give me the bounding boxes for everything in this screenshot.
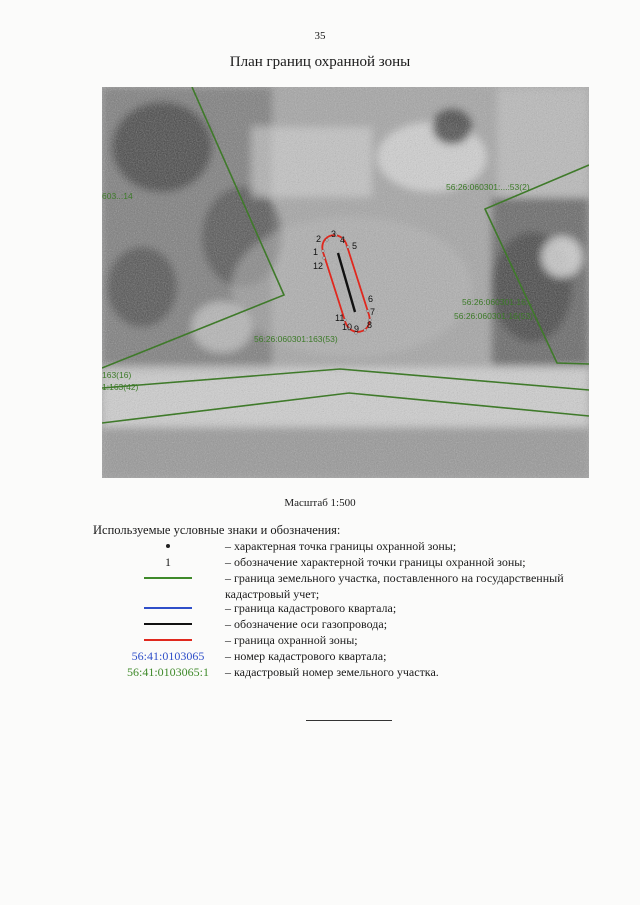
legend-text: – кадастровый номер земельного участка. xyxy=(225,665,439,679)
zone-point xyxy=(322,250,324,252)
point-marker-icon xyxy=(166,544,170,548)
zone-point xyxy=(326,239,328,241)
zone-point xyxy=(323,257,325,259)
point-label: 3 xyxy=(331,229,337,239)
legend-symbol xyxy=(113,616,223,632)
parcel-label: 56:26:060301:16(53) xyxy=(454,311,533,321)
legend-symbol xyxy=(113,632,223,648)
legend-symbol xyxy=(113,538,223,554)
parcel-label: 603..:14 xyxy=(102,191,133,201)
page-number: 35 xyxy=(314,30,326,42)
point-label: 8 xyxy=(367,320,373,330)
legend-row-pipeline-axis xyxy=(93,616,613,632)
legend-symbol-text: 56:41:0103065:1 xyxy=(126,665,209,679)
parcel-label: 1:163(42) xyxy=(102,382,139,392)
legend-row-quarter-number xyxy=(93,648,613,664)
point-label: 12 xyxy=(313,261,324,271)
parcel-label: 56:26:060301:...:53(2) xyxy=(446,182,530,192)
legend-row-point xyxy=(93,538,613,554)
parcel-label: 56:26:060301:163(53) xyxy=(254,334,338,344)
legend-text: – граница земельного участка, поставленного на государственный кадастровый учет; xyxy=(225,571,564,601)
legend-heading: Используемые условные знаки и обозначения: xyxy=(93,523,341,537)
point-label: 7 xyxy=(370,307,376,317)
map-scale: Масштаб 1:500 xyxy=(284,497,356,509)
legend-row-parcel-boundary xyxy=(93,570,613,600)
legend-text: – характерная точка границы охранной зоны; xyxy=(225,539,457,553)
legend-symbol xyxy=(113,648,223,664)
point-label: 11 xyxy=(335,313,345,323)
red-line-icon xyxy=(144,639,192,641)
legend xyxy=(93,538,613,680)
legend-symbol xyxy=(113,570,223,586)
legend-symbol xyxy=(113,600,223,616)
legend-symbol xyxy=(113,664,223,680)
zone-point xyxy=(364,329,366,331)
legend-symbol-text: 1 xyxy=(165,555,171,569)
point-label: 1 xyxy=(313,247,319,257)
legend-text: – граница охранной зоны; xyxy=(225,633,358,647)
legend-row-zone-boundary xyxy=(93,632,613,648)
page-title: План границ охранной зоны xyxy=(229,54,411,70)
point-label: 4 xyxy=(340,235,346,245)
protection-zone-map[interactable] xyxy=(102,87,589,478)
parcel-label: 56:26:060301:16... xyxy=(462,297,533,307)
blue-line-icon xyxy=(144,607,192,609)
legend-row-point-label xyxy=(93,554,613,570)
zone-point xyxy=(367,310,369,312)
legend-text: – обозначение характерной точки границы охранной зоны; xyxy=(225,555,526,569)
legend-text: – обозначение оси газопровода; xyxy=(225,617,388,631)
point-label: 9 xyxy=(354,324,360,334)
parcel-label: 163(16) xyxy=(102,370,132,380)
legend-row-parcel-number xyxy=(93,664,613,680)
black-line-icon xyxy=(144,623,192,625)
point-label: 5 xyxy=(352,241,358,251)
legend-row-quarter-boundary xyxy=(93,600,613,616)
legend-text: – граница кадастрового квартала; xyxy=(225,601,397,615)
green-line-icon xyxy=(144,577,192,579)
map-canvas xyxy=(102,87,589,478)
point-label: 10 xyxy=(342,322,353,332)
legend-symbol xyxy=(113,554,223,570)
point-label: 2 xyxy=(316,234,322,244)
point-label: 6 xyxy=(368,294,374,304)
bottom-rule xyxy=(306,720,392,721)
legend-symbol-text: 56:41:0103065 xyxy=(131,649,205,663)
zone-point xyxy=(347,246,349,248)
legend-text: – номер кадастрового квартала; xyxy=(225,649,387,663)
